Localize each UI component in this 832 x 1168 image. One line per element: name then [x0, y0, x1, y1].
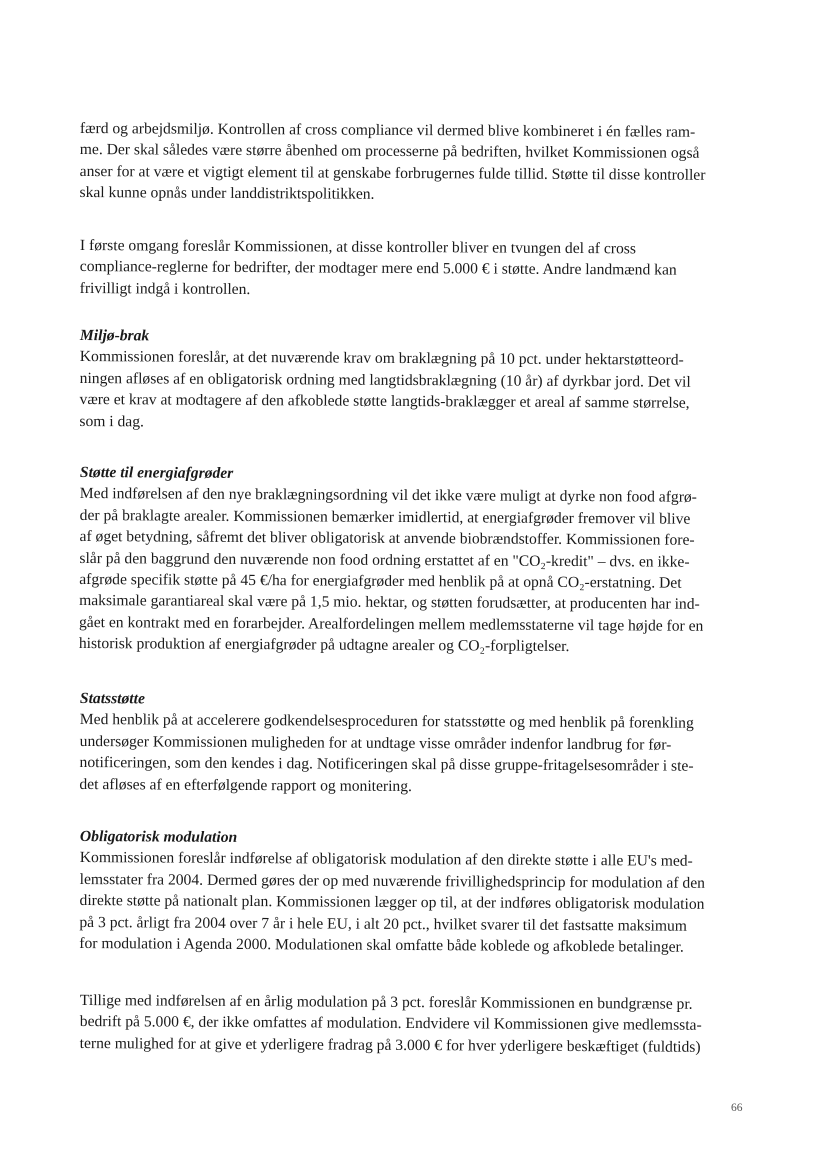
paragraph-line: færd og arbejdsmiljø. Kontrollen af cross compliance vil dermed blive kombineret i én fælles ram-: [79, 119, 696, 141]
section-line: maksimale garantiareal skal være på 1,5 mio. hektar, og støtten forudsætter, at producenten har ind-: [79, 592, 700, 614]
paragraph-line: bedrift på 5.000 €, der ikke omfattes af modulation. Endvidere vil Kommissionen give medlemssta-: [79, 1013, 702, 1035]
section-line: for modulation i Agenda 2000. Modulationen skal omfatte både koblede og afkoblede betalinger.: [79, 935, 684, 956]
paragraph-line: skal kunne opnås under landdistriktspolitikken.: [79, 184, 375, 204]
section-line: af øget betydning, såfremt det bliver obligatorisk at anvende biobrændstoffer. Kommissionen fore-: [79, 528, 695, 549]
paragraph-line: terne mulighed for at give et yderligere fradrag på 3.000 € for hver yderligere beskæftiget (fuldtids): [79, 1034, 701, 1056]
section-line: historisk produktion af energiafgrøder på udtagne arealer og CO₂-forpligtelser.: [78, 635, 570, 656]
section-statsstotte: [79, 688, 756, 799]
section-heading: Støtte til energiafgrøder: [79, 463, 234, 482]
section-energiafgroder: [79, 462, 756, 659]
paragraph-line: me. Der skal således være større åbenhed om processerne på bedriften, hvilket Kommissionen også: [79, 141, 700, 163]
section-body: [79, 483, 756, 658]
section-line: der på braklagte arealer. Kommissionen bemærker imidlertid, at energiafgrøder fremover vil blive: [79, 506, 691, 528]
section-line: det afløses af en efterfølgende rapport og monitering.: [79, 775, 413, 795]
paragraph-line: Tillige med indførelsen af en årlig modulation på 3 pct. foreslår Kommissionen en bundgrænse pr.: [79, 991, 693, 1013]
section-body: [79, 847, 756, 958]
section-line: gået en kontrakt med en forarbejder. Arealfordelingen mellem medlemsstaterne vil tage højde for en: [78, 613, 704, 635]
section-line: være et krav at modtagere af den afkoblede støtte langtids-braklægger et areal af samme størrelse,: [79, 391, 690, 412]
section-line: lemsstater fra 2004. Dermed gøres der op med nuværende frivillighedsprincip for modulation af den: [79, 870, 706, 892]
section-line: direkte støtte på nationalt plan. Kommissionen lægger op til, at der indføres obligatorisk modulation: [79, 892, 705, 914]
section-miljo-brak: [79, 325, 756, 436]
paragraph-first-round: [80, 235, 756, 303]
section-line: ningen afløses af en obligatorisk ordning med langtidsbraklægning (10 år) af dyrkbar jord. Det vil: [79, 369, 691, 391]
section-heading: Obligatorisk modulation: [79, 827, 238, 846]
section-line: Kommissionen foreslår indførelse af obligatorisk modulation af den direkte støtte i alle EU's med-: [79, 849, 693, 871]
section-heading: Statsstøtte: [79, 689, 145, 708]
section-line: Med indførelsen af den nye braklægningsordning vil det ikke være muligt at dyrke non food afgrø-: [79, 485, 697, 507]
section-line: slår på den baggrund den nuværende non food ordning erstattet af en "CO₂-kredit" – dvs. en ikke-: [79, 549, 690, 571]
paragraph-line: anser for at være et vigtigt element til at genskabe forbrugernes fulde tillid. Støtte til disse kontroller: [79, 162, 706, 184]
section-line: Med henblik på at accelerere godkendelsesproceduren for statsstøtte og med henblik på forenkling: [79, 711, 694, 733]
section-line: notificeringen, som den kendes i dag. Notificeringen skal på disse gruppe-fritagelsesområder i ste-: [79, 754, 694, 775]
section-body: [79, 709, 756, 799]
section-heading: Miljø-brak: [79, 326, 150, 345]
section-body: [79, 346, 756, 436]
page-number: 66: [731, 1102, 743, 1114]
section-line: undersøger Kommissionen muligheden for at undtage visse områder indenfor landbrug for før-: [79, 732, 672, 754]
paragraph-intro: [79, 118, 756, 208]
paragraph-line: compliance-reglerne for bedrifter, der modtager mere end 5.000 € i støtte. Andre landmænd kan: [79, 258, 677, 280]
section-line: på 3 pct. årligt fra 2004 over 7 år i hele EU, i alt 20 pct., hvilket svarer til det fastsatte maksimum: [79, 913, 688, 935]
paragraph-line: frivilligt indgå i kontrollen.: [79, 279, 251, 298]
section-line: som i dag.: [79, 412, 145, 431]
section-line: Kommissionen foreslår, at det nuværende krav om braklægning på 10 pct. under hektarstøtteord-: [79, 348, 684, 370]
section-obligatorisk-modulation: [79, 826, 756, 959]
paragraph-line: I første omgang foreslår Kommissionen, at disse kontroller bliver en tvungen del af cross: [79, 236, 637, 258]
section-line: afgrøde specifik støtte på 45 €/ha for energiafgrøder med henblik på at opnå CO₂-erstatning. Det: [79, 571, 682, 592]
paragraph-final: [80, 990, 756, 1058]
